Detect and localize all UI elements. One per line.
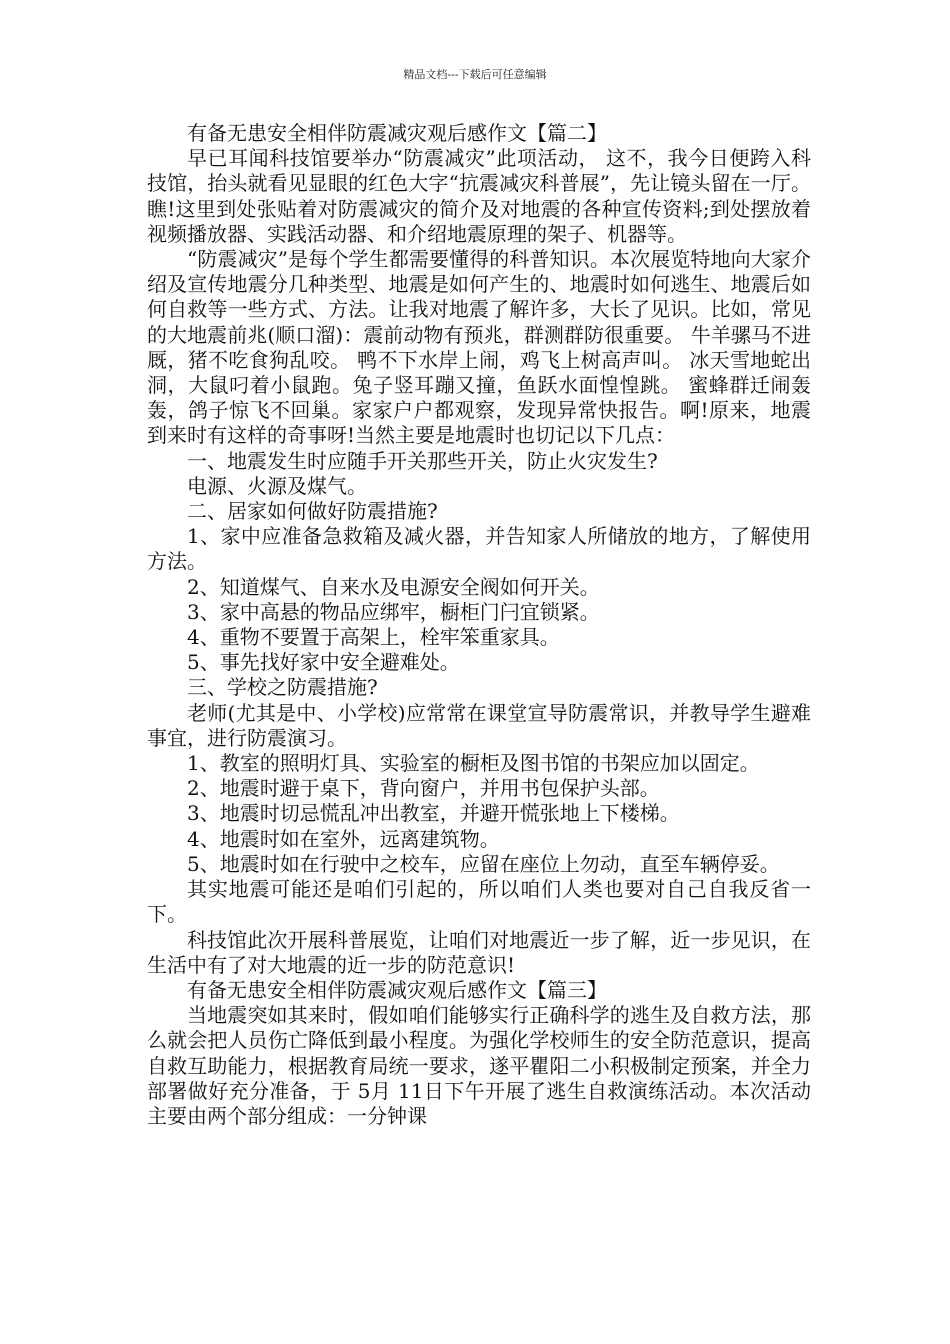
list-item: 1、家中应准备急救箱及减火器，并告知家人所储放的地方，了解使用方法。 <box>147 524 811 574</box>
question-heading: 一、地震发生时应随手开关那些开关，防止火灾发生? <box>187 448 658 473</box>
list-item: 4、重物不要置于高架上，栓牢笨重家具。 <box>187 625 560 650</box>
section-title: 有备无患安全相伴防震减灾观后感作文【篇三】 <box>187 977 607 1002</box>
section-title: 有备无患安全相伴防震减灾观后感作文【篇二】 <box>187 121 607 145</box>
paragraph: 其实地震可能还是咱们引起的，所以咱们人类也要对自己自我反省一下。 <box>147 877 811 927</box>
paragraph: 当地震突如其来时，假如咱们能够实行正确科学的逃生及自救方法，那么就会把人员伤亡降低到最小程度。为强化学校师生的安全防范意识，提高自救互助能力，根据教育局统一要求，遂平瞿阳二小积极制定预案，并全力部署做好充分准备，于 5月 11日下午开展了逃生自救演练活动。本次活动主要由两个部分组成：一分钟课 <box>147 1003 811 1128</box>
list-item: 2、地震时避于桌下，背向窗户，并用书包保护头部。 <box>187 776 660 801</box>
question-heading: 三、学校之防震措施? <box>187 675 378 700</box>
list-item: 3、家中高悬的物品应绑牢，橱柜门闩宜锁紧。 <box>187 599 600 624</box>
question-heading: 二、居家如何做好防震措施? <box>187 499 438 524</box>
paragraph: 老师(尤其是中、小学校)应常常在课堂宣导防震常识，并教导学生避难事宜，进行防震演习。 <box>147 700 811 750</box>
list-item: 5、事先找好家中安全避难处。 <box>187 650 460 675</box>
paragraph: “防震减灾”是每个学生都需要懂得的科普知识。本次展览特地向大家介绍及宣传地震分几种类型、地震是如何产生的、地震时如何逃生、地震后如何自救等一些方式、方法。让我对地震了解许多，大长了见识。比如，常见的大地震前兆(顺口溜)：震前动物有预兆，群测群防很重要。 牛羊骡马不进厩，猪不吃食狗乱咬。 鸭不下水岸上闹，鸡飞上树高声叫。 冰天雪地蛇出洞，大鼠叼着小鼠跑。兔子竖耳蹦又撞，鱼跃水面惶惶跳。 蜜蜂群迁闹轰轰，鸽子惊飞不回巢。家家户户都观察，发现异常快报告。啊!原来，地震到来时有这样的奇事呀!当然主要是地震时也切记以下几点： <box>147 247 811 448</box>
list-item: 5、地震时如在行驶中之校车，应留在座位上勿动，直至车辆停妥。 <box>187 851 780 876</box>
paragraph: 电源、火源及煤气。 <box>187 473 367 498</box>
running-header: 精品文档---下载后可任意编辑 <box>403 68 547 81</box>
list-item: 4、地震时如在室外，远离建筑物。 <box>187 826 500 851</box>
list-item: 2、知道煤气、自来水及电源安全阀如何开关。 <box>187 574 600 599</box>
document-body <box>147 121 811 1129</box>
list-item: 1、教室的照明灯具、实验室的橱柜及图书馆的书架应加以固定。 <box>187 751 760 776</box>
paragraph: 科技馆此次开展科普展览，让咱们对地震近一步了解，近一步见识，在生活中有了对大地震的近一步的防范意识! <box>147 927 811 977</box>
paragraph: 早已耳闻科技馆要举办“防震减灾”此项活动， 这不，我今日便跨入科技馆，抬头就看见显眼的红色大字“抗震减灾科普展”，先让镜头留在一厅。瞧!这里到处张贴着对防震减灾的简介及对地震的各种宣传资料;到处摆放着视频播放器、实践活动器、和介绍地震原理的架子、机器等。 <box>147 146 811 246</box>
list-item: 3、地震时切忌慌乱冲出教室，并避开慌张地上下楼梯。 <box>187 801 680 826</box>
